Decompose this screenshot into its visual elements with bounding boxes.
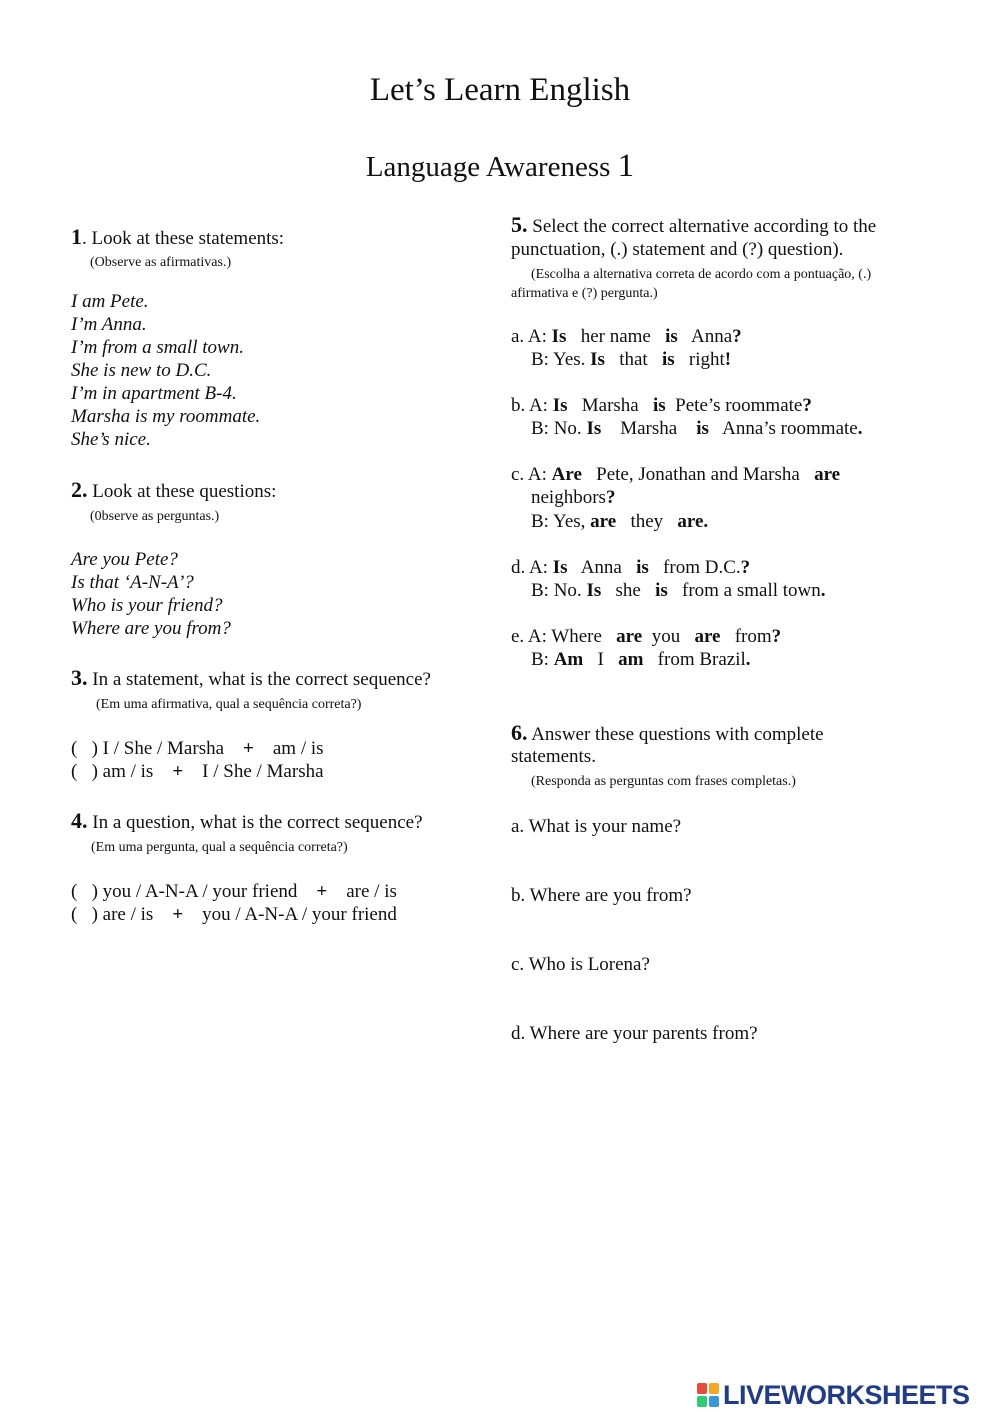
section-4-number: 4. — [71, 808, 88, 833]
option-part: I / She / Marsha — [102, 738, 225, 759]
section-5-text-line2: punctuation, (.) statement and (?) question). — [511, 239, 844, 260]
question-line: Who is your friend? — [71, 595, 223, 616]
section-5-note-line2: afirmativa e (?) pergunta.) — [511, 286, 658, 301]
section-5-note: (Escolha a alternativa correta de acordo com a pontuação, (.) — [531, 267, 872, 282]
option-word[interactable]: Is — [551, 326, 567, 347]
option-word[interactable]: am — [618, 649, 644, 670]
sequence-option[interactable] — [71, 760, 324, 783]
page-title: Let’s Learn English — [369, 72, 631, 108]
plus-sign: + — [316, 881, 328, 902]
section-3-text: In a statement, what is the correct sequence? — [92, 669, 431, 690]
option-word[interactable]: Am — [553, 649, 584, 670]
section-5-text: Select the correct alternative according to the — [532, 216, 877, 237]
liveworksheets-logo[interactable] — [697, 1380, 970, 1410]
section-2-text: Look at these questions: — [92, 481, 277, 502]
section-1-number: 1 — [71, 224, 82, 249]
dialogue-b-answer: B: No. Is Marsha is Anna’s roommate. — [531, 418, 863, 439]
subtitle-number: 1 — [617, 148, 635, 184]
option-word[interactable]: Is — [586, 580, 602, 601]
section-3-heading — [71, 666, 431, 691]
open-question: b. Where are you from? — [511, 885, 692, 906]
dialogue-c-answer: B: Yes, are they are. — [531, 511, 709, 532]
statement-line: I’m Anna. — [71, 314, 147, 335]
answer-checkbox[interactable]: ( ) — [71, 761, 98, 782]
section-3-note: (Em uma afirmativa, qual a sequência correta?) — [96, 697, 362, 712]
logo-text: LIVEWORKSHEETS — [723, 1379, 970, 1410]
section-5-number: 5. — [511, 212, 528, 237]
statement-line: She’s nice. — [71, 429, 151, 450]
section-1-text: . Look at these statements: — [82, 228, 285, 249]
statement-line: Marsha is my roommate. — [71, 406, 261, 427]
option-part: you / A-N-A / your friend — [202, 904, 397, 925]
logo-mark-icon — [697, 1383, 719, 1407]
option-word[interactable]: are — [814, 464, 841, 485]
sequence-option[interactable] — [71, 737, 324, 760]
section-3-number: 3. — [71, 665, 88, 690]
logo-letter — [697, 1383, 707, 1394]
section-5-heading — [511, 213, 876, 238]
section-6-note: (Responda as perguntas com frases completas.) — [531, 774, 796, 789]
answer-checkbox[interactable]: ( ) — [71, 738, 98, 759]
dialogue-a-question: a. A: Is her name is Anna? — [511, 326, 742, 347]
subtitle-text: Language Awareness — [365, 151, 611, 183]
option-part: are / is — [102, 904, 154, 925]
option-word[interactable]: is — [665, 326, 678, 347]
dialogue-b-question: b. A: Is Marsha is Pete’s roommate? — [511, 395, 812, 416]
option-word[interactable]: Is — [590, 349, 605, 370]
section-6-text: Answer these questions with complete — [531, 724, 824, 745]
option-word[interactable]: is — [696, 418, 709, 439]
option-word[interactable]: is — [661, 349, 675, 370]
section-6-text-line2: statements. — [511, 746, 596, 767]
section-1-heading — [71, 225, 284, 250]
option-word[interactable]: Is — [552, 557, 568, 578]
dialogue-d-question: d. A: Is Anna is from D.C.? — [511, 557, 751, 578]
answer-checkbox[interactable]: ( ) — [71, 904, 98, 925]
section-2-note: (0bserve as perguntas.) — [90, 509, 220, 524]
logo-letter — [709, 1396, 719, 1407]
plus-sign: + — [172, 904, 184, 925]
dialogue-a-answer: B: Yes. Is that is right! — [531, 349, 732, 370]
statement-line: I’m from a small town. — [71, 337, 244, 358]
plus-sign: + — [172, 761, 184, 782]
logo-letter — [709, 1383, 719, 1394]
open-question: a. What is your name? — [511, 816, 682, 837]
option-word[interactable]: Is — [552, 395, 568, 416]
option-word[interactable]: are — [694, 626, 721, 647]
dialogue-d-answer: B: No. Is she is from a small town. — [531, 580, 826, 601]
section-6-number: 6. — [511, 720, 528, 745]
section-4-heading — [71, 809, 423, 834]
option-part: are / is — [346, 881, 397, 902]
dialogue-e-answer: B: Am I am from Brazil. — [531, 649, 751, 670]
statement-line: I am Pete. — [71, 291, 149, 312]
plus-sign: + — [243, 738, 254, 759]
option-part: you / A-N-A / your friend — [102, 881, 298, 902]
dialogue-e-question: e. A: Where are you are from? — [511, 626, 782, 647]
option-part: I / She / Marsha — [202, 761, 324, 782]
question-line: Where are you from? — [71, 618, 231, 639]
option-part: am / is — [102, 761, 154, 782]
option-word[interactable]: is — [636, 557, 649, 578]
sequence-option[interactable] — [71, 880, 397, 903]
open-question: d. Where are your parents from? — [511, 1023, 758, 1044]
section-1-note: (Observe as afirmativas.) — [90, 255, 232, 270]
section-6-heading — [511, 721, 824, 746]
statement-line: I’m in apartment B-4. — [71, 383, 237, 404]
section-4-note: (Em uma pergunta, qual a sequência correta?) — [91, 840, 348, 855]
section-2-heading — [71, 478, 276, 503]
option-word[interactable]: are. — [677, 511, 709, 532]
option-word[interactable]: is — [655, 580, 668, 601]
dialogue-c-question-cont: neighbors? — [531, 487, 616, 508]
question-line: Is that ‘A-N-A’? — [71, 572, 194, 593]
option-part: am / is — [272, 738, 324, 759]
open-question: c. Who is Lorena? — [511, 954, 650, 975]
option-word[interactable]: Are — [551, 464, 582, 485]
option-word[interactable]: are — [590, 511, 617, 532]
answer-checkbox[interactable]: ( ) — [71, 881, 98, 902]
option-word[interactable]: are — [616, 626, 643, 647]
page-subtitle — [0, 148, 1000, 185]
logo-letter — [697, 1396, 707, 1407]
section-4-text: In a question, what is the correct sequence? — [92, 812, 423, 833]
statement-line: She is new to D.C. — [71, 360, 212, 381]
section-2-number: 2. — [71, 477, 88, 502]
option-word[interactable]: Is — [586, 418, 602, 439]
question-line: Are you Pete? — [71, 549, 178, 570]
sequence-option[interactable] — [71, 903, 397, 926]
option-word[interactable]: is — [652, 395, 666, 416]
dialogue-c-question: c. A: Are Pete, Jonathan and Marsha are — [511, 464, 841, 485]
